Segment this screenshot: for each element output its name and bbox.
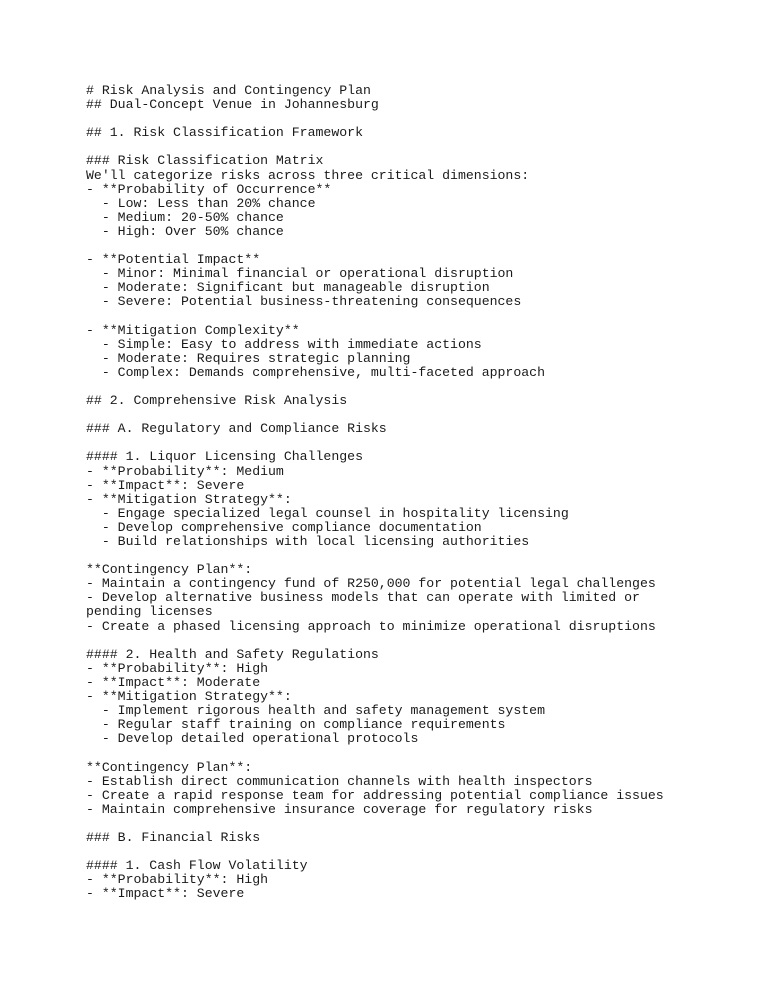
doc-line: [86, 140, 756, 154]
doc-line: - **Potential Impact**: [86, 252, 261, 268]
doc-line: [86, 634, 756, 648]
doc-line: - Implement rigorous health and safety management system: [86, 703, 545, 719]
doc-line: - **Probability**: High: [86, 660, 269, 676]
doc-line: - Develop alternative business models that can operate with limited or: [86, 590, 640, 606]
doc-line: [86, 408, 756, 422]
doc-line: [86, 380, 756, 394]
doc-line: ### A. Regulatory and Compliance Risks: [86, 421, 387, 437]
doc-line: - Develop comprehensive compliance documentation: [86, 519, 482, 535]
doc-line: - **Mitigation Strategy**:: [86, 689, 292, 705]
doc-line: - Maintain a contingency fund of R250,000 for potential legal challenges: [86, 576, 656, 592]
doc-line: - **Probability of Occurrence**: [86, 181, 332, 197]
doc-line: - **Mitigation Strategy**:: [86, 491, 292, 507]
doc-line: - Create a rapid response team for addressing potential compliance issues: [86, 787, 664, 803]
doc-line: [86, 239, 756, 253]
doc-line: - Engage specialized legal counsel in hospitality licensing: [86, 505, 569, 521]
doc-line: ### Risk Classification Matrix: [86, 153, 324, 169]
doc-line: [86, 746, 756, 760]
doc-line: - **Impact**: Moderate: [86, 674, 261, 690]
doc-line: [86, 436, 756, 450]
doc-line: [86, 817, 756, 831]
doc-line: - High: Over 50% chance: [86, 223, 284, 239]
doc-line: **Contingency Plan**:: [86, 562, 253, 578]
doc-line: - Medium: 20-50% chance: [86, 209, 284, 225]
doc-line: - **Impact**: Severe: [86, 477, 245, 493]
doc-line: ### B. Financial Risks: [86, 829, 261, 845]
doc-line: ## 2. Comprehensive Risk Analysis: [86, 393, 348, 409]
doc-line: [86, 845, 756, 859]
doc-line: #### 2. Health and Safety Regulations: [86, 646, 379, 662]
doc-line: # Risk Analysis and Contingency Plan: [86, 83, 371, 98]
doc-line: - Build relationships with local licensing authorities: [86, 534, 530, 549]
doc-line: - Maintain comprehensive insurance coverage for regulatory risks: [86, 801, 593, 817]
doc-line: [86, 112, 756, 126]
document-body: [86, 84, 756, 901]
doc-line: - Establish direct communication channels with health inspectors: [86, 773, 593, 789]
doc-line: - Low: Less than 20% chance: [86, 195, 316, 211]
doc-line: [86, 549, 756, 563]
doc-line: - Develop detailed operational protocols: [86, 731, 419, 747]
doc-line: - **Probability**: Medium: [86, 463, 284, 479]
doc-line: - Create a phased licensing approach to minimize operational disruptions: [86, 618, 656, 634]
doc-line: - Minor: Minimal financial or operational disruption: [86, 266, 514, 282]
doc-line: - **Mitigation Complexity**: [86, 322, 300, 338]
doc-line: #### 1. Cash Flow Volatility: [86, 858, 308, 874]
doc-line: - Moderate: Significant but manageable disruption: [86, 280, 490, 296]
doc-line: pending licenses: [86, 604, 213, 620]
doc-line: - **Impact**: Severe: [86, 886, 245, 902]
doc-line: - Moderate: Requires strategic planning: [86, 350, 411, 366]
doc-line: - Regular staff training on compliance requirements: [86, 717, 506, 733]
doc-line: - Severe: Potential business-threatening consequences: [86, 294, 522, 310]
doc-line: ## Dual-Concept Venue in Johannesburg: [86, 97, 379, 113]
doc-line: - Complex: Demands comprehensive, multi-faceted approach: [86, 364, 545, 380]
doc-line: - **Probability**: High: [86, 872, 269, 888]
doc-line: [86, 310, 756, 324]
doc-line: **Contingency Plan**:: [86, 759, 253, 775]
doc-line: ## 1. Risk Classification Framework: [86, 125, 363, 141]
doc-line: - Simple: Easy to address with immediate actions: [86, 336, 482, 352]
doc-line: We'll categorize risks across three critical dimensions:: [86, 167, 530, 183]
doc-line: #### 1. Liquor Licensing Challenges: [86, 449, 363, 465]
